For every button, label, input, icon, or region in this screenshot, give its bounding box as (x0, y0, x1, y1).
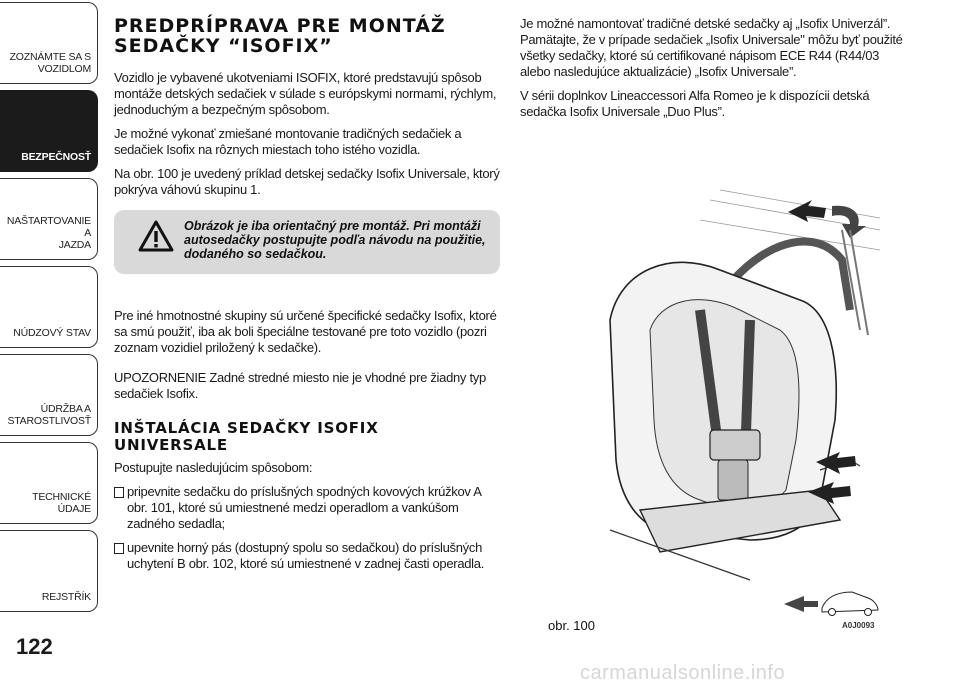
tab-label: ZOZNÁMTE SA S VOZIDLOM (9, 51, 91, 75)
right-column (520, 16, 912, 128)
tab-label: NÚDZOVÝ STAV (13, 327, 91, 339)
paragraph: Na obr. 100 je uvedený príklad detskej sedačky Isofix Universale, ktorý pokrýva váhovú skupinu 1. (114, 166, 500, 197)
checkbox-bullet-icon (114, 487, 124, 498)
tab-index[interactable] (0, 530, 98, 612)
child-seat-illustration (550, 160, 880, 616)
tab-vehicle-intro[interactable] (0, 2, 98, 84)
paragraph: Vozidlo je vybavené ukotveniami ISOFIX, ktoré predstavujú spôsob montáže detských sedačiek v súlade s európskymi normami, rýchlym, jednoduchým a bezpečným spôsobom. (114, 70, 497, 117)
tab-label: BEZPEČNOSŤ (21, 151, 91, 163)
paragraph: V sérii doplnkov Lineaccessori Alfa Romeo je k dispozícii detská sedačka Isofix Universale „Duo Plus”. (520, 88, 870, 119)
tab-label: REJSTŘÍK (41, 591, 91, 603)
warning-text: Obrázok je iba orientačný pre montáž. Pri montáži autosedačky postupujte podľa návodu na použitie, dodaného so sedačkou. (184, 219, 486, 261)
tab-safety[interactable] (0, 90, 98, 172)
warning-triangle-icon (138, 220, 174, 252)
page-number: 122 (16, 634, 53, 659)
tab-emergency[interactable] (0, 266, 98, 348)
isofix-seat-drawing (550, 160, 880, 616)
figure-code: A0J0093 (842, 621, 875, 630)
section-title: PREDPRÍPRAVA PRE MONTÁŽ SEDAČKY “ISOFIX” (114, 15, 446, 57)
list-item: pripevnite sedačku do príslušných spodných kovových krúžkov A obr. 101, ktoré sú umiestnené medzi operadlom a vankúšom zadného sedadla; (114, 484, 500, 532)
paragraph: Je možné vykonať zmiešané montovanie tradičných sedačiek a sedačiek Isofix na rôznych miestach toho istého vozidla. (114, 126, 462, 157)
tab-label: TECHNICKÉ ÚDAJE (32, 491, 91, 515)
tab-label: ÚDRŽBA A STAROSTLIVOSŤ (7, 403, 91, 427)
checkbox-bullet-icon (114, 543, 124, 554)
paragraph: Postupujte nasledujúcim spôsobom: (114, 460, 313, 475)
warning-box (114, 210, 500, 274)
list-item: upevnite horný pás (dostupný spolu so sedačkou) do príslušných uchytení B obr. 102, ktoré sú umiestnené v zadnej časti operadla. (114, 540, 500, 572)
chapter-tabs (0, 0, 100, 640)
note-paragraph: UPOZORNENIE Zadné stredné miesto nie je vhodné pre žiadny typ sedačiek Isofix. (114, 370, 486, 401)
paragraph: Je možné namontovať tradičné detské sedačky aj „Isofix Univerzál”. Pamätajte, že v prípade sedačiek „Isofix Universale" môžu byť použité všetky sedačky, ktoré sú certifikované nápisom ECE R44 (R44/03 alebo nasledujúce aktualizácie) „Isofix Universale”. (520, 16, 903, 79)
paragraph: Pre iné hmotnostné skupiny sú určené špecifické sedačky Isofix, ktoré sa smú použiť, iba ak boli špeciálne testované pre toto vozidlo (pozri zoznam vozidiel priložený k sedačke). (114, 308, 497, 355)
tab-starting-driving[interactable] (0, 178, 98, 260)
tab-technical-data[interactable] (0, 442, 98, 524)
tab-label: NAŠTARTOVANIE A JAZDA (6, 215, 91, 251)
watermark: carmanualsonline.info (580, 662, 786, 684)
steps-list (114, 484, 500, 572)
tab-maintenance[interactable] (0, 354, 98, 436)
left-column (114, 16, 500, 580)
figure-caption: obr. 100 (548, 618, 595, 633)
subsection-title: INŠTALÁCIA SEDAČKY ISOFIX UNIVERSALE (114, 419, 379, 454)
